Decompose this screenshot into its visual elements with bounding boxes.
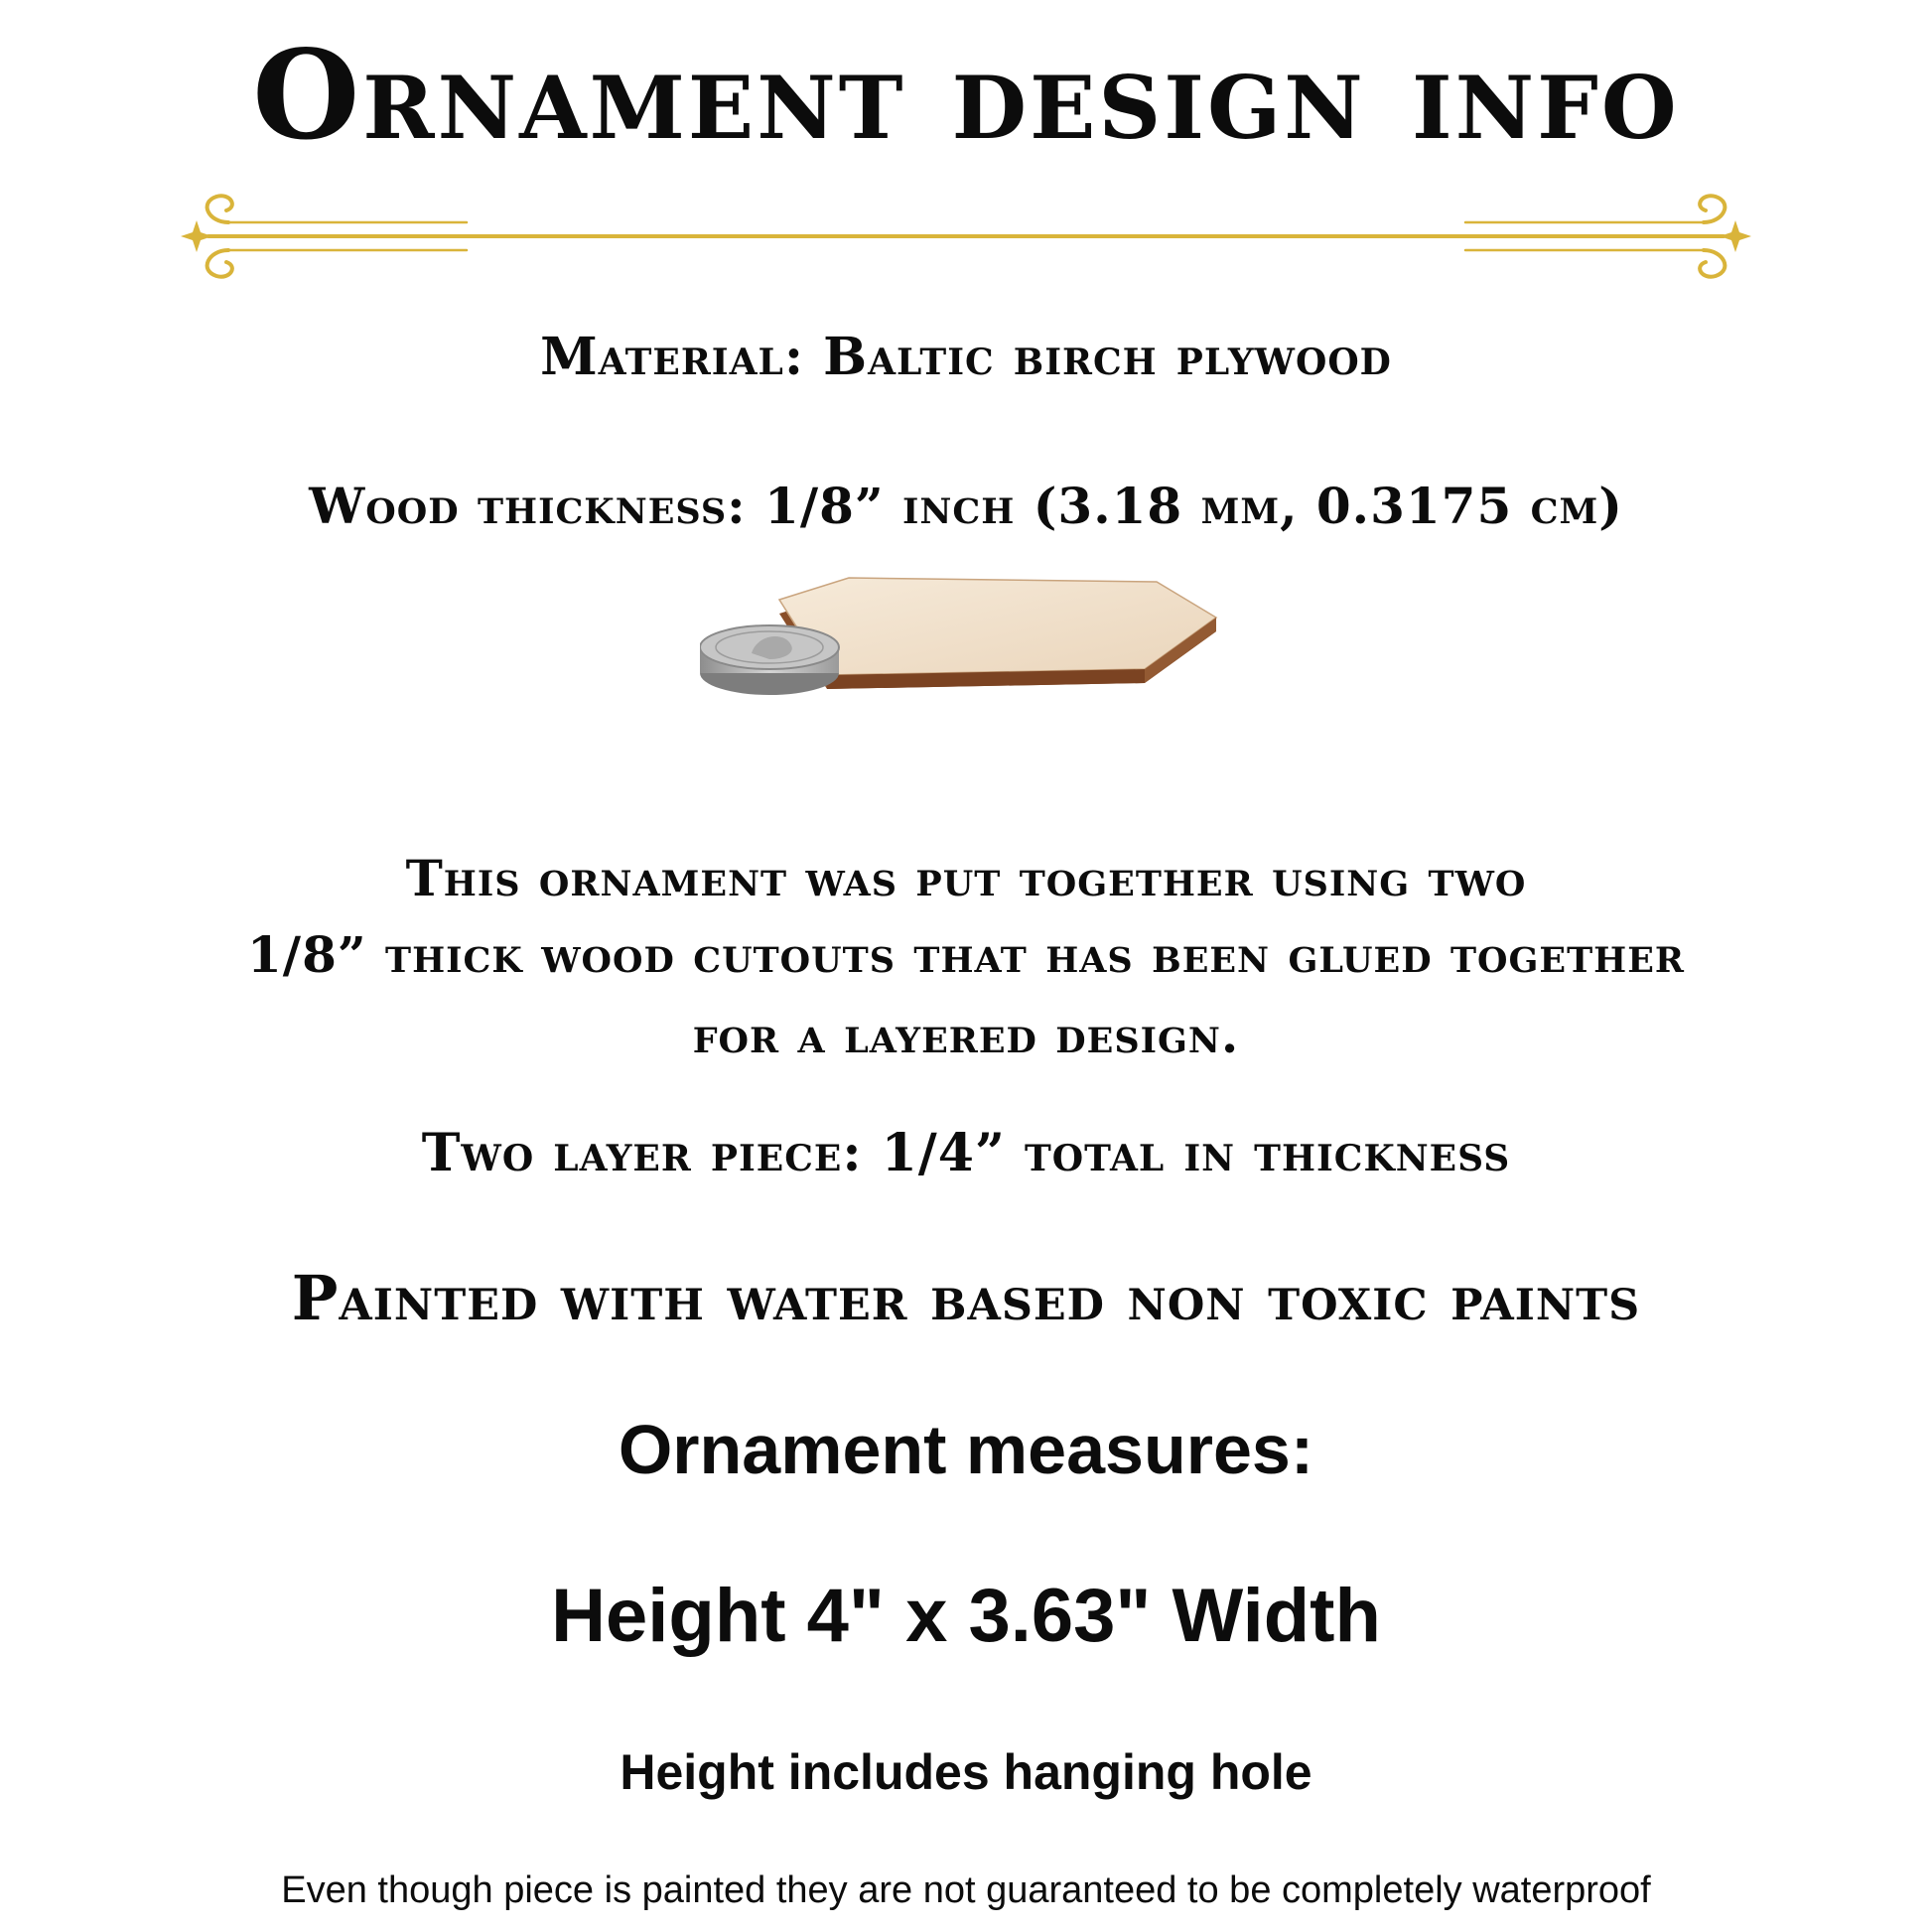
measures-heading: Ornament measures: (618, 1411, 1314, 1488)
divider-right-lower-scroll (1700, 250, 1725, 277)
wood-thickness-line: Wood thickness: 1/8” inch (3.18 mm, 0.3175 cm) (309, 477, 1623, 535)
height-note: Height includes hanging hole (620, 1744, 1312, 1800)
wood-hexagon-and-coin-photo (700, 556, 1226, 715)
divider-left-lower-scroll (207, 250, 232, 277)
description-line-2: 1/8” thick wood cutouts that has been glued together (247, 925, 1685, 984)
quarter-coin (700, 625, 839, 695)
description-line-3: for a layered design. (692, 1006, 1240, 1064)
page-title: Ornament design info (252, 24, 1680, 168)
waterproof-disclaimer: Even though piece is painted they are not guaranteed to be completely waterproof (281, 1869, 1651, 1911)
divider-left-upper-scroll (207, 196, 232, 222)
paint-line: Painted with water based non toxic paints (291, 1262, 1641, 1334)
dimensions-text: Height 4" x 3.63" Width (551, 1574, 1381, 1658)
divider-left-sparkle-icon (181, 220, 212, 252)
divider-right-sparkle-icon (1720, 220, 1751, 252)
divider-right-upper-scroll (1700, 196, 1725, 222)
gold-divider-ornament (169, 189, 1763, 288)
description-line-1: This ornament was put together using two (405, 849, 1527, 907)
wood-hexagon-cutout (779, 578, 1216, 689)
material-line: Material: Baltic birch plywood (540, 327, 1392, 387)
two-layer-line: Two layer piece: 1/4” total in thickness (421, 1123, 1511, 1183)
